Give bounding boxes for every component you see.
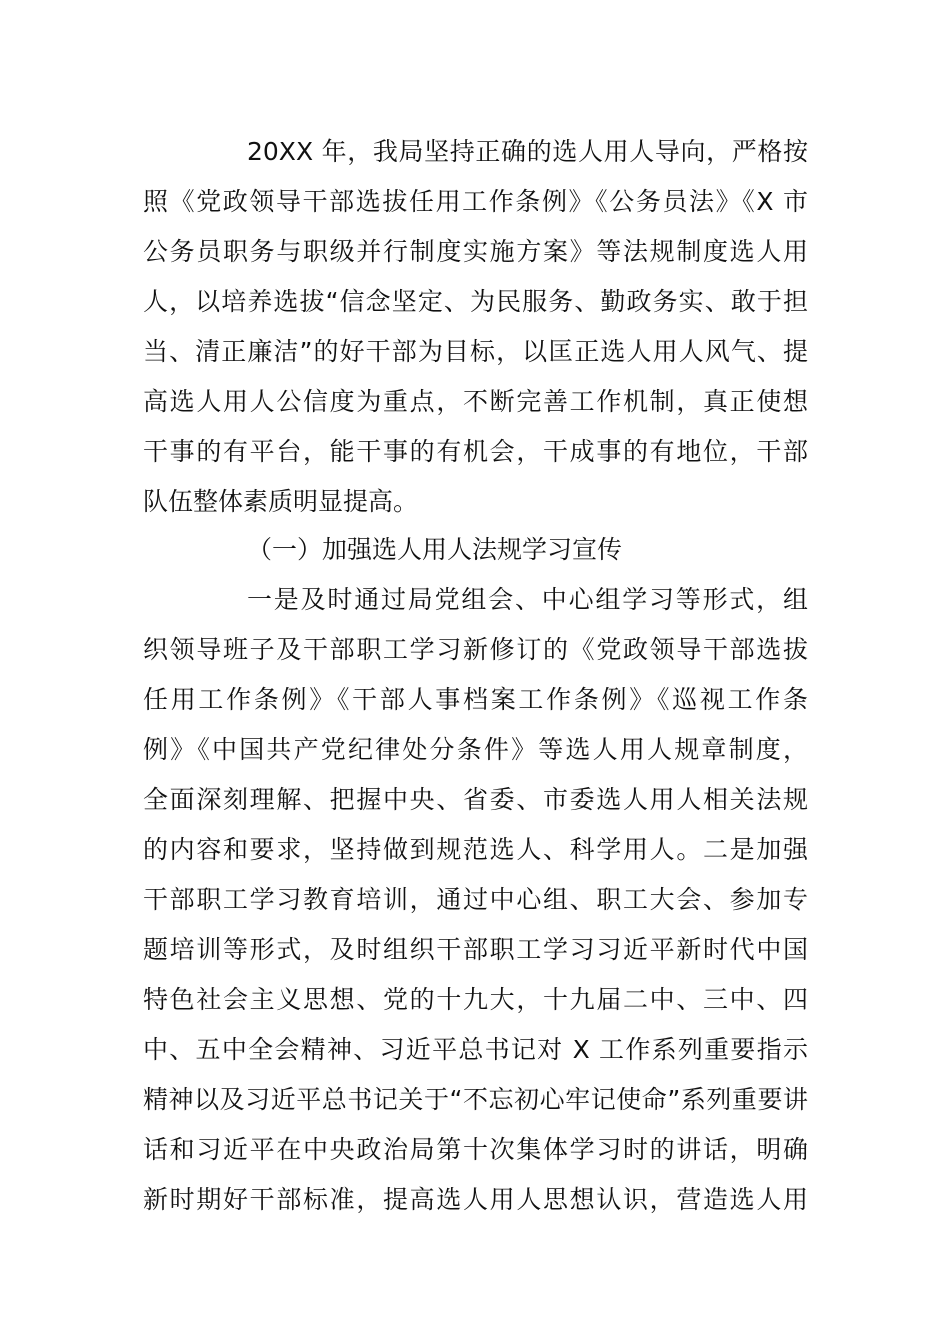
paragraph-line: 特色社会主义思想、党的十九大，十九届二中、三中、四 (143, 985, 808, 1014)
paragraph-line: 公务员职务与职级并行制度实施方案》等法规制度选人用 (143, 237, 808, 266)
paragraph-line: 精神以及习近平总书记关于“不忘初心牢记使命”系列重要讲 (143, 1085, 808, 1114)
paragraph-line: 例》《中国共产党纪律处分条件》等选人用人规章制度， (143, 735, 808, 764)
section-heading: （一）加强选人用人法规学习宣传 (247, 535, 623, 564)
paragraph-line: 题培训等形式，及时组织干部职工学习习近平新时代中国 (143, 935, 808, 964)
paragraph-line: 织领导班子及干部职工学习新修订的《党政领导干部选拔 (143, 635, 808, 664)
paragraph-line: 人，以培养选拔“信念坚定、为民服务、勤政务实、敢于担 (143, 287, 808, 316)
paragraph-line: 中、五中全会精神、习近平总书记对 X 工作系列重要指示 (143, 1035, 808, 1064)
paragraph-line: 照《党政领导干部选拔任用工作条例》《公务员法》《X 市 (143, 187, 808, 216)
paragraph-line: 任用工作条例》《干部人事档案工作条例》《巡视工作条 (143, 685, 808, 714)
paragraph-line: 话和习近平在中央政治局第十次集体学习时的讲话，明确 (143, 1135, 808, 1164)
paragraph-line: 全面深刻理解、把握中央、省委、市委选人用人相关法规 (143, 785, 808, 814)
paragraph-line: 新时期好干部标准，提高选人用人思想认识，营造选人用 (143, 1185, 808, 1214)
paragraph-line: 高选人用人公信度为重点，不断完善工作机制，真正使想 (143, 387, 808, 416)
paragraph-line: 干部职工学习教育培训，通过中心组、职工大会、参加专 (143, 885, 808, 914)
paragraph-line: 干事的有平台，能干事的有机会，干成事的有地位，干部 (143, 437, 808, 466)
paragraph-line: 一是及时通过局党组会、中心组学习等形式，组 (247, 585, 808, 614)
paragraph-line: 队伍整体素质明显提高。 (143, 487, 419, 516)
paragraph-line: 的内容和要求，坚持做到规范选人、科学用人。二是加强 (143, 835, 808, 864)
paragraph-line: 当、清正廉洁”的好干部为目标，以匡正选人用人风气、提 (143, 337, 808, 366)
paragraph-line: 20XX 年，我局坚持正确的选人用人导向，严格按 (247, 137, 808, 166)
